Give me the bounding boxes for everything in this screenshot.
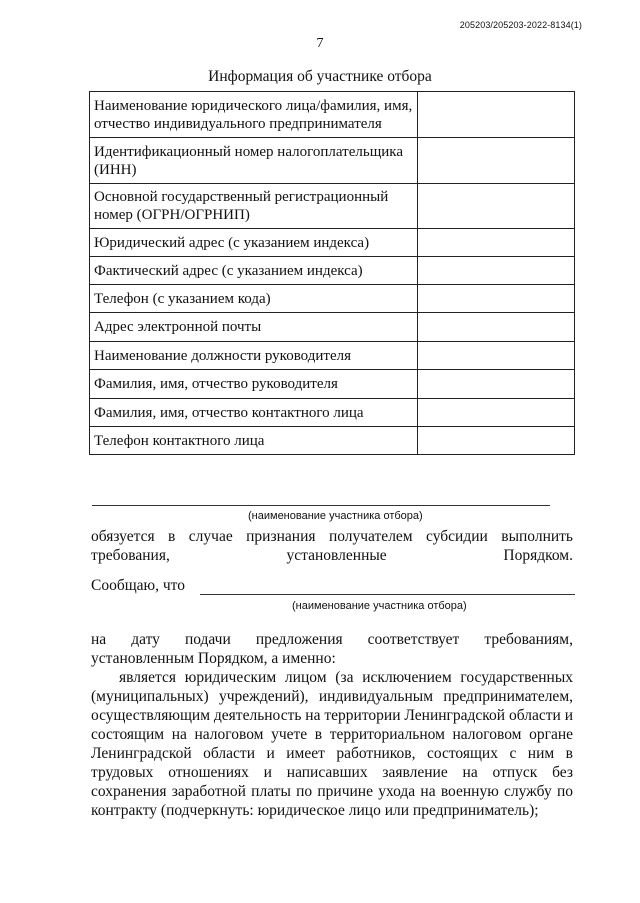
document-id: 205203/205203-2022-8134(1) [459,20,582,30]
compliance-paragraph: на дату подачи предложения соответствует требованиям, установленным Порядком, а именно: [91,631,573,667]
table-row [90,138,575,184]
table-row [90,92,575,138]
table-row [90,370,575,399]
row-label: Телефон контактного лица [90,427,418,455]
report-prefix: Сообщаю, что [91,577,185,594]
row-label: Фактический адрес (с указанием индекса) [90,257,418,285]
page-number: 7 [316,36,324,51]
table-row [90,285,575,313]
participant-name-caption-2: (наименование участника отбора) [292,600,467,612]
row-label: Наименование должности руководителя [90,342,418,370]
table-row [90,229,575,257]
table-row [90,342,575,370]
row-value-cell[interactable] [418,399,575,427]
form-title: Информация об участнике отбора [208,68,432,85]
row-label: Телефон (с указанием кода) [90,285,418,313]
row-value-cell[interactable] [418,229,575,257]
row-value-cell[interactable] [418,257,575,285]
row-value-cell[interactable] [418,342,575,370]
table-row [90,427,575,455]
obligation-paragraph: обязуется в случае признания получателем субсидии выполнить требования, установленные Порядком. [91,528,573,564]
participant-name-line[interactable] [92,505,550,506]
row-label: Идентификационный номер налогоплательщика (ИНН) [90,138,418,184]
row-value-cell[interactable] [418,138,575,184]
row-label: Адрес электронной почты [90,313,418,342]
row-value-cell[interactable] [418,184,575,229]
row-value-cell[interactable] [418,427,575,455]
participant-info-table [89,91,575,455]
row-value-cell[interactable] [418,370,575,399]
row-value-cell[interactable] [418,92,575,138]
row-label: Наименование юридического лица/фамилия, имя, отчество индивидуального предпринимателя [90,92,418,138]
participant-name-line-2[interactable] [200,594,575,595]
requirement-paragraph: является юридическим лицом (за исключением государственных (муниципальных) учреждений), индивидуальным предпринимателем, осуществляющим деятельность на территории Ленинградской области и состоящим на налоговом учете в территориальном налоговом органе Ленинградской области и имеет работников, состоящих с ним в трудовых отношениях и написавших заявление на отпуск без сохранения заработной платы по причине ухода на военную службу по контракту (подчеркнуть: юридическое лицо или предприниматель); [91,669,573,819]
row-label: Фамилия, имя, отчество руководителя [90,370,418,399]
row-label: Юридический адрес (с указанием индекса) [90,229,418,257]
row-value-cell[interactable] [418,313,575,342]
table-row [90,184,575,229]
participant-name-caption: (наименование участника отбора) [248,510,423,522]
row-label: Фамилия, имя, отчество контактного лица [90,399,418,427]
table-row [90,313,575,342]
table-row [90,399,575,427]
table-row [90,257,575,285]
row-value-cell[interactable] [418,285,575,313]
row-label: Основной государственный регистрационный номер (ОГРН/ОГРНИП) [90,184,418,229]
